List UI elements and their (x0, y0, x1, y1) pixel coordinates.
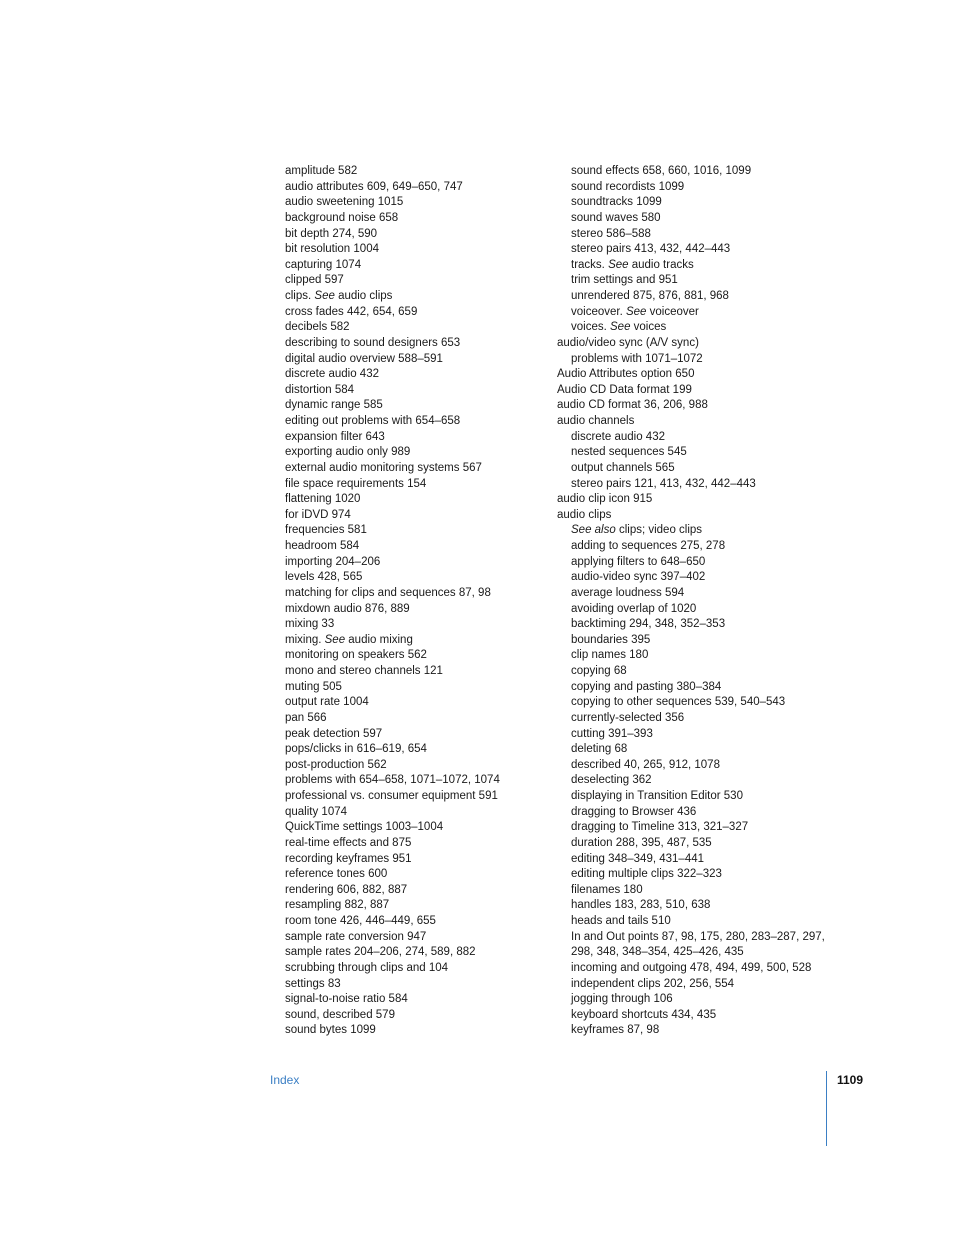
index-entry: mixing 33 (285, 618, 335, 631)
index-entry: mixdown audio 876, 889 (285, 602, 410, 615)
index-entry: flattening 1020 (285, 493, 361, 506)
section-label: Index (270, 1073, 300, 1087)
entry-text: clips; video clips (615, 524, 703, 537)
see-reference: See (625, 305, 647, 318)
index-subentry (557, 320, 857, 336)
index-entry: pan 566 (285, 711, 327, 724)
index-entry: Audio Attributes option 650 (557, 368, 695, 381)
index-entry: sound, described 579 (285, 1008, 395, 1021)
index-entry: output rate 1004 (285, 696, 369, 709)
index-entry: capturing 1074 (285, 258, 362, 271)
index-subentry: cutting 391–393 (571, 727, 653, 740)
see-reference: See (610, 321, 631, 334)
index-subentry: duration 288, 395, 487, 535 (571, 836, 712, 849)
index-subentry: audio-video sync 397–402 (571, 571, 706, 584)
index-entry: audio sweetening 1015 (285, 196, 404, 209)
index-subentry: clip names 180 (571, 649, 649, 662)
index-subentry: avoiding overlap of 1020 (571, 602, 697, 615)
index-entry: sample rates 204–206, 274, 589, 882 (285, 946, 476, 959)
index-entry: peak detection 597 (285, 727, 383, 740)
entry-text: audio clips (334, 290, 393, 302)
index-subentry: boundaries 395 (571, 633, 651, 646)
index-entry: for iDVD 974 (285, 508, 351, 521)
index-entry: pops/clicks in 616–619, 654 (285, 743, 427, 756)
index-subentry: applying filters to 648–650 (571, 555, 706, 568)
index-subentry: editing multiple clips 322–323 (571, 868, 722, 881)
index-subentry (557, 305, 857, 321)
entry-text: voices (630, 321, 667, 334)
index-subentry: keyboard shortcuts 434, 435 (571, 1008, 717, 1021)
index-entry: muting 505 (285, 680, 342, 693)
index-entry: describing to sound designers 653 (285, 336, 461, 349)
entry-text: mixing. (285, 633, 325, 646)
index-entry: expansion filter 643 (285, 430, 385, 443)
index-subentry: unrendered 875, 876, 881, 968 (571, 290, 729, 302)
entry-text: voices. (571, 321, 610, 334)
index-entry: quality 1074 (285, 805, 348, 818)
index-subentry: nested sequences 545 (571, 446, 687, 459)
index-entry: frequencies 581 (285, 524, 367, 537)
entry-text: voiceover. (571, 305, 626, 318)
index-subentry: handles 183, 283, 510, 638 (571, 899, 711, 912)
index-subentry: In and Out points 87, 98, 175, 280, 283–287, 297, (571, 930, 825, 943)
index-entry: sound bytes 1099 (285, 1024, 376, 1037)
page-number: 1109 (837, 1073, 864, 1087)
index-entry: real-time effects and 875 (285, 836, 412, 849)
index-entry: bit resolution 1004 (285, 243, 379, 256)
index-subentry: sound waves 580 (571, 211, 661, 224)
index-entry: signal-to-noise ratio 584 (285, 993, 408, 1006)
index-entry: importing 204–206 (285, 555, 381, 568)
page-divider-rule (826, 1071, 827, 1146)
index-subentry: dragging to Timeline 313, 321–327 (571, 821, 749, 834)
index-entry: room tone 426, 446–449, 655 (285, 915, 436, 927)
see-reference: See (608, 258, 629, 271)
index-subentry: output channels 565 (571, 461, 675, 474)
index-entry: sample rate conversion 947 (285, 930, 427, 943)
index-subentry: trim settings and 951 (571, 274, 678, 287)
index-column-right (557, 164, 857, 1039)
index-entry: digital audio overview 588–591 (285, 352, 443, 365)
index-subentry: copying and pasting 380–384 (571, 680, 722, 693)
index-entry: audio attributes 609, 649–650, 747 (285, 180, 463, 193)
index-entry: cross fades 442, 654, 659 (285, 305, 418, 318)
index-entry: editing out problems with 654–658 (285, 415, 461, 427)
index-entry: scrubbing through clips and 104 (285, 961, 449, 974)
index-subentry: editing 348–349, 431–441 (571, 852, 705, 865)
index-entry (285, 633, 565, 649)
index-subentry: discrete audio 432 (571, 430, 665, 443)
index-subentry (557, 523, 857, 539)
index-entry: professional vs. consumer equipment 591 (285, 790, 498, 802)
entry-text: tracks. (571, 258, 609, 271)
index-subentry: average loudness 594 (571, 586, 685, 599)
index-subentry: displaying in Transition Editor 530 (571, 790, 743, 802)
index-subentry: currently-selected 356 (571, 711, 685, 724)
entry-text: audio mixing (345, 633, 413, 646)
index-entry: file space requirements 154 (285, 477, 427, 490)
index-subentry: jogging through 106 (571, 993, 673, 1006)
index-entry: bit depth 274, 590 (285, 227, 378, 240)
index-entry: distortion 584 (285, 383, 355, 396)
index-entry: headroom 584 (285, 540, 360, 552)
index-entry: reference tones 600 (285, 868, 388, 881)
index-entry: background noise 658 (285, 211, 399, 224)
index-subentry: incoming and outgoing 478, 494, 499, 500, 528 (571, 961, 812, 974)
index-subentry: described 40, 265, 912, 1078 (571, 758, 720, 771)
index-entry: exporting audio only 989 (285, 446, 411, 459)
index-subentry: stereo pairs 121, 413, 432, 442–443 (571, 477, 756, 490)
index-entry: audio clips (557, 508, 612, 521)
index-subentry: problems with 1071–1072 (571, 352, 703, 365)
index-entry: audio CD format 36, 206, 988 (557, 399, 708, 412)
see-reference: See (324, 633, 346, 646)
index-subentry: copying to other sequences 539, 540–543 (571, 696, 786, 709)
index-entry: clipped 597 (285, 274, 344, 287)
index-entry: external audio monitoring systems 567 (285, 461, 482, 474)
index-entry: dynamic range 585 (285, 399, 383, 412)
index-subentry: deleting 68 (571, 743, 628, 756)
index-entry: decibels 582 (285, 321, 350, 334)
index-column-left (285, 164, 565, 1039)
index-entry: matching for clips and sequences 87, 98 (285, 586, 491, 599)
entry-text: voiceover (646, 305, 699, 318)
index-subentry: sound recordists 1099 (571, 180, 685, 193)
index-entry: recording keyframes 951 (285, 852, 412, 865)
index-subentry: keyframes 87, 98 (571, 1024, 660, 1037)
index-entry: audio channels (557, 415, 635, 427)
index-subentry: deselecting 362 (571, 774, 652, 787)
index-entry: monitoring on speakers 562 (285, 649, 427, 662)
entry-text: audio tracks (628, 258, 694, 271)
index-subentry: filenames 180 (571, 883, 643, 896)
see-reference: See also (571, 524, 616, 537)
index-subentry: soundtracks 1099 (571, 196, 662, 209)
index-subentry: heads and tails 510 (571, 915, 671, 927)
see-reference: See (314, 290, 335, 302)
index-subentry: dragging to Browser 436 (571, 805, 697, 818)
index-entry: levels 428, 565 (285, 571, 363, 584)
index-entry: audio clip icon 915 (557, 493, 653, 506)
index-subentry: stereo pairs 413, 432, 442–443 (571, 243, 731, 256)
index-subentry (557, 258, 857, 274)
index-entry: amplitude 582 (285, 165, 358, 177)
index-entry: settings 83 (285, 977, 341, 990)
index-entry (285, 289, 565, 305)
index-entry: problems with 654–658, 1071–1072, 1074 (285, 774, 500, 787)
index-entry: discrete audio 432 (285, 368, 379, 381)
index-entry: resampling 882, 887 (285, 899, 390, 912)
index-entry: audio/video sync (A/V sync) (557, 336, 699, 349)
index-entry: rendering 606, 882, 887 (285, 883, 408, 896)
index-subentry: independent clips 202, 256, 554 (571, 977, 735, 990)
index-subentry: 298, 348, 348–354, 425–426, 435 (571, 946, 744, 959)
index-subentry: stereo 586–588 (571, 227, 651, 240)
index-entry: Audio CD Data format 199 (557, 383, 692, 396)
index-subentry: sound effects 658, 660, 1016, 1099 (571, 165, 752, 177)
index-entry: post-production 562 (285, 758, 387, 771)
index-subentry: adding to sequences 275, 278 (571, 540, 726, 552)
index-entry: mono and stereo channels 121 (285, 665, 443, 677)
index-subentry: backtiming 294, 348, 352–353 (571, 618, 726, 631)
index-entry: QuickTime settings 1003–1004 (285, 821, 444, 834)
entry-text: clips. (285, 290, 315, 302)
index-subentry: copying 68 (571, 665, 627, 677)
